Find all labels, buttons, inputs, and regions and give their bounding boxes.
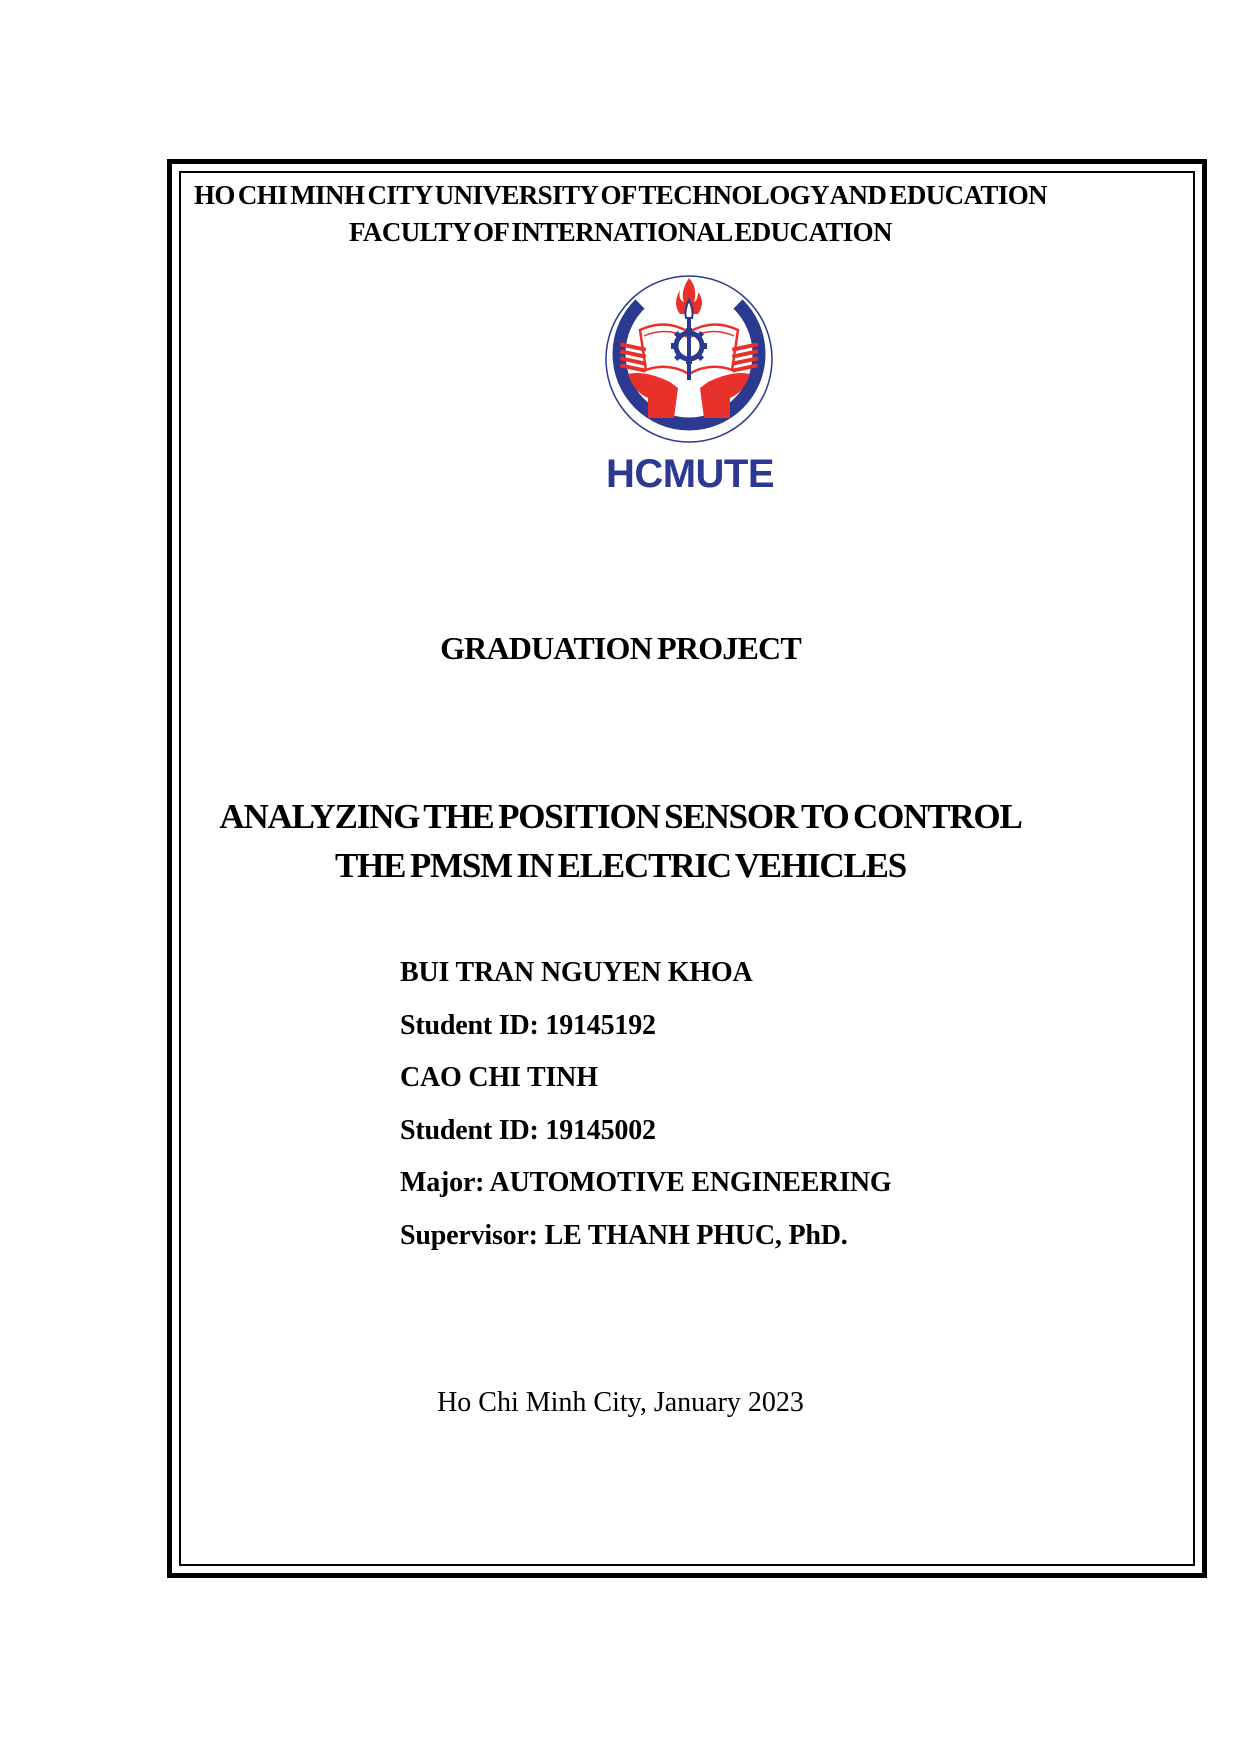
- university-name: HO CHI MINH CITY UNIVERSITY OF TECHNOLOGY AND EDUCATION: [193, 180, 1048, 210]
- project-title-line-1: ANALYZING THE POSITION SENSOR TO CONTROL: [219, 797, 1022, 836]
- supervisor: Supervisor: LE THANH PHUC, PhD.: [400, 1219, 848, 1251]
- major: Major: AUTOMOTIVE ENGINEERING: [400, 1167, 892, 1199]
- project-title-line-2: THE PMSM IN ELECTRIC VEHICLES: [334, 846, 906, 885]
- student-1-id: Student ID: 19145192: [400, 1009, 656, 1041]
- place-and-date: Ho Chi Minh City, January 2023: [437, 1387, 804, 1418]
- student-2-id: Student ID: 19145002: [400, 1114, 656, 1146]
- student-2-name: CAO CHI TINH: [400, 1062, 598, 1094]
- logo-wordmark: HCMUTE: [605, 452, 775, 495]
- author-info-block: [400, 959, 892, 1275]
- student-1-name: BUI TRAN NGUYEN KHOA: [400, 957, 753, 988]
- faculty-name: FACULTY OF INTERNATIONAL EDUCATION: [349, 217, 892, 247]
- document-type: GRADUATION PROJECT: [440, 630, 801, 666]
- hcmute-logo-icon: [600, 270, 780, 495]
